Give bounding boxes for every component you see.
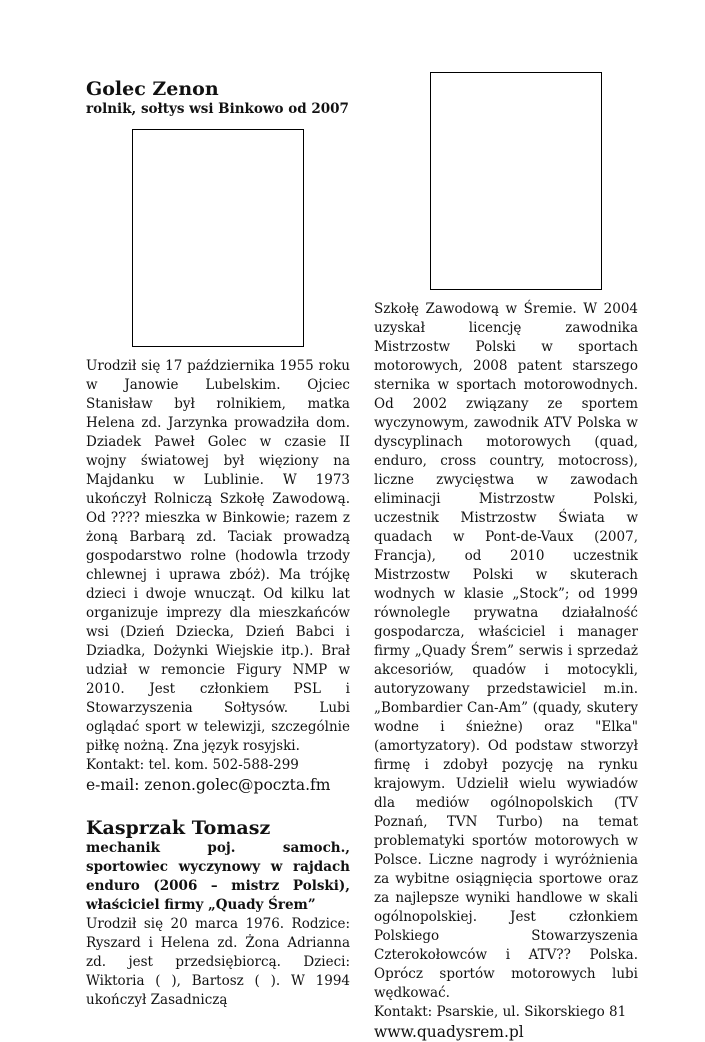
left-column [86,78,350,1010]
email-golec: e-mail: zenon.golec@poczta.fm [86,776,331,794]
bio-kasprzak-start: Urodził się 20 marca 1976. Rodzice: Ryszard i Helena zd. Żona Adrianna zd. jest przedsiębiorcą. Dzieci: Wiktoria ( ), Bartosz ( ). W 1994 ukończył Zasadniczą [86,916,350,1008]
photo-placeholder-golec [132,129,304,347]
contact-kasprzak: Kontakt: Psarskie, ul. Sikorskiego 81 [374,1004,627,1020]
photo-placeholder-kasprzak [430,72,602,290]
bio-golec: Urodził się 17 października 1955 roku w Janowie Lubelskim. Ojciec Stanisław był rolnikiem, matka Helena zd. Jarzynka prowadziła dom. Dziadek Paweł Golec w czasie II wojny światowej był więziony na Majdanku w Lublinie. W 1973 ukończył Rolniczą Szkołę Zawodową. Od ???? mieszka w Binkowie; razem z żoną Barbarą zd. Taciak prowadzą gospodarstwo rolne (hodowla trzody chlewnej i uprawa zbóż). Ma trójkę dzieci i dwoje wnucząt. Od kilku lat organizuje imprezy dla mieszkańców wsi (Dzień Dziecka, Dzień Babci i Dziadka, Dożynki Wiejskie itp.). Brał udział w remoncie Figury NMP w 2010. Jest członkiem PSL i Stowarzyszenia Sołtysów. Lubi oglądać sport w telewizji, szczególnie piłkę nożną. Zna język rosyjski. [86,358,350,754]
website-kasprzak: www.quadysrem.pl [374,1023,524,1041]
bio-kasprzak-continued: Szkołę Zawodową w Śremie. W 2004 uzyskał licencję zawodnika Mistrzostw Polski w sportach motorowych, 2008 patent starszego sternika w sportach motorowodnych. Od 2002 związany ze sportem wyczynowym, zawodnik ATV Polska w dyscyplinach motorowych (quad, enduro, cross country, motocross), liczne zwycięstwa w zawodach eliminacji Mistrzostw Polski, uczestnik Mistrzostw Świata w quadach w Pont-de-Vaux (2007, Francja), od 2010 uczestnik Mistrzostw Polski w skuterach wodnych w klasie „Stock”; od 1999 równolegle prywatna działalność gospodarcza, właściciel i manager firmy „Quady Śrem” serwis i sprzedaż akcesoriów, quadów i motocykli, autoryzowany przedstawiciel m.in. „Bombardier Can-Am” (quady, skutery wodne i śnieżne) oraz "Elka" (amortyzatory). Od podstaw stworzył firmę i zdobył pozycję na rynku krajowym. Udzielił wielu wywiadów dla mediów ogólnopolskich (TV Poznań, TVN Turbo) na temat problematyki sportów motorowych w Polsce. Liczne nagrody i wyróżnienia za wybitne osiągnięcia sportowe oraz za najlepsze wyniki handlowe w skali ogólnopolskiej. Jest członkiem Polskiego Stowarzyszenia Czterokołowców i ATV?? Polska. Oprócz sportów motorowych lubi wędkować. [374,301,638,1001]
person-role-kasprzak: mechanik poj. samoch., sportowiec wyczynowy w rajdach enduro (2006 – mistrz Polski), właściciel firmy „Quady Śrem” [86,840,350,913]
right-column [374,72,638,1042]
contact-golec: Kontakt: tel. kom. 502-588-299 [86,757,299,773]
person-role-golec: rolnik, sołtys wsi Binkowo od 2007 [86,101,349,117]
person-name-golec: Golec Zenon [86,78,219,100]
person-name-kasprzak: Kasprzak Tomasz [86,817,271,839]
